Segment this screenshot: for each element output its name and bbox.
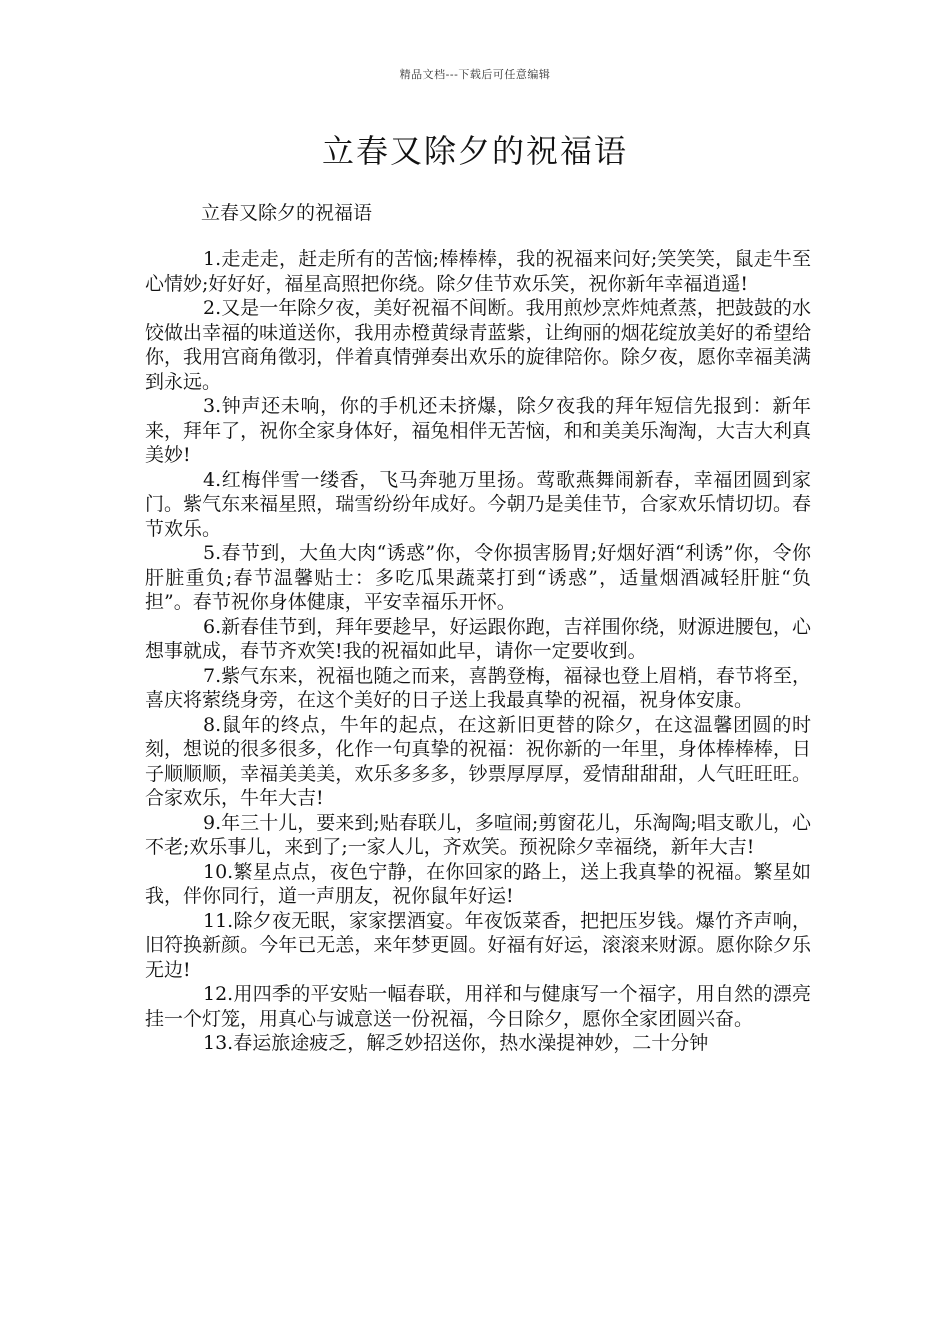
paragraph-10: 10.繁星点点，夜色宁静，在你回家的路上，送上我真挚的祝福。繁星如我，伴你同行，道一声朋友，祝你鼠年好运! (145, 860, 811, 907)
paragraph-1: 1.走走走，赶走所有的苦恼;棒棒棒，我的祝福来问好;笑笑笑，鼠走牛至心情妙;好好好，福星高照把你绕。除夕佳节欢乐笑，祝你新年幸福逍遥! (145, 248, 811, 295)
paragraph-11: 11.除夕夜无眠，家家摆酒宴。年夜饭菜香，把把压岁钱。爆竹齐声响，旧符换新颜。今年已无恙，来年梦更圆。好福有好运，滚滚来财源。愿你除夕乐无边! (145, 909, 811, 981)
paragraph-13: 13.春运旅途疲乏，解乏妙招送你，热水澡提神妙，二十分钟 (203, 1032, 709, 1054)
document-subtitle: 立春又除夕的祝福语 (201, 202, 373, 224)
paragraph-9: 9.年三十儿，要来到;贴春联儿，多喧闹;剪窗花儿，乐淘陶;唱支歌儿，心不老;欢乐事儿，来到了;一家人儿，齐欢笑。预祝除夕幸福绕，新年大吉! (145, 811, 811, 858)
paragraph-6: 6.新春佳节到，拜年要趁早，好运跟你跑，吉祥围你绕，财源进腰包，心想事就成，春节齐欢笑!我的祝福如此早，请你一定要收到。 (145, 615, 811, 662)
paragraph-7: 7.紫气东来，祝福也随之而来，喜鹊登梅，福禄也登上眉梢，春节将至，喜庆将萦绕身旁，在这个美好的日子送上我最真挚的祝福，祝身体安康。 (145, 664, 811, 711)
paragraph-2: 2.又是一年除夕夜，美好祝福不间断。我用煎炒烹炸炖煮蒸，把鼓鼓的水饺做出幸福的味道送你，我用赤橙黄绿青蓝紫，让绚丽的烟花绽放美好的希望给你，我用宫商角徵羽，伴着真情弹奏出欢乐的旋律陪你。除夕夜，愿你幸福美满到永远。 (145, 297, 811, 393)
paragraph-8: 8.鼠年的终点，牛年的起点，在这新旧更替的除夕，在这温馨团圆的时刻，想说的很多很多，化作一句真挚的祝福：祝你新的一年里，身体棒棒棒，日子顺顺顺，幸福美美美，欢乐多多多，钞票厚厚厚，爱情甜甜甜，人气旺旺旺。合家欢乐，牛年大吉! (145, 713, 811, 809)
paragraph-3: 3.钟声还未响，你的手机还未挤爆，除夕夜我的拜年短信先报到：新年来，拜年了，祝你全家身体好，福兔相伴无苦恼，和和美美乐淘淘，大吉大利真美妙! (145, 395, 811, 466)
paragraph-5: 5.春节到，大鱼大肉“诱惑”你，令你损害肠胃;好烟好酒“利诱”你，令你肝脏重负;春节温馨贴士：多吃瓜果蔬菜打到“诱惑”，适量烟酒减轻肝脏“负担”。春节祝你身体健康，平安幸福乐开怀。 (145, 542, 811, 613)
header-note: 精品文档---下载后可任意编辑 (399, 68, 551, 81)
document-title: 立春又除夕的祝福语 (321, 132, 628, 170)
paragraph-4: 4.红梅伴雪一缕香，飞马奔驰万里扬。莺歌燕舞闹新春，幸福团圆到家门。紫气东来福星照，瑞雪纷纷年成好。今朝乃是美佳节，合家欢乐情切切。春节欢乐。 (145, 468, 811, 540)
paragraph-12: 12.用四季的平安贴一幅春联，用祥和与健康写一个福字，用自然的漂亮挂一个灯笼，用真心与诚意送一份祝福，今日除夕，愿你全家团圆兴奋。 (145, 983, 811, 1030)
document-body (145, 247, 811, 1056)
